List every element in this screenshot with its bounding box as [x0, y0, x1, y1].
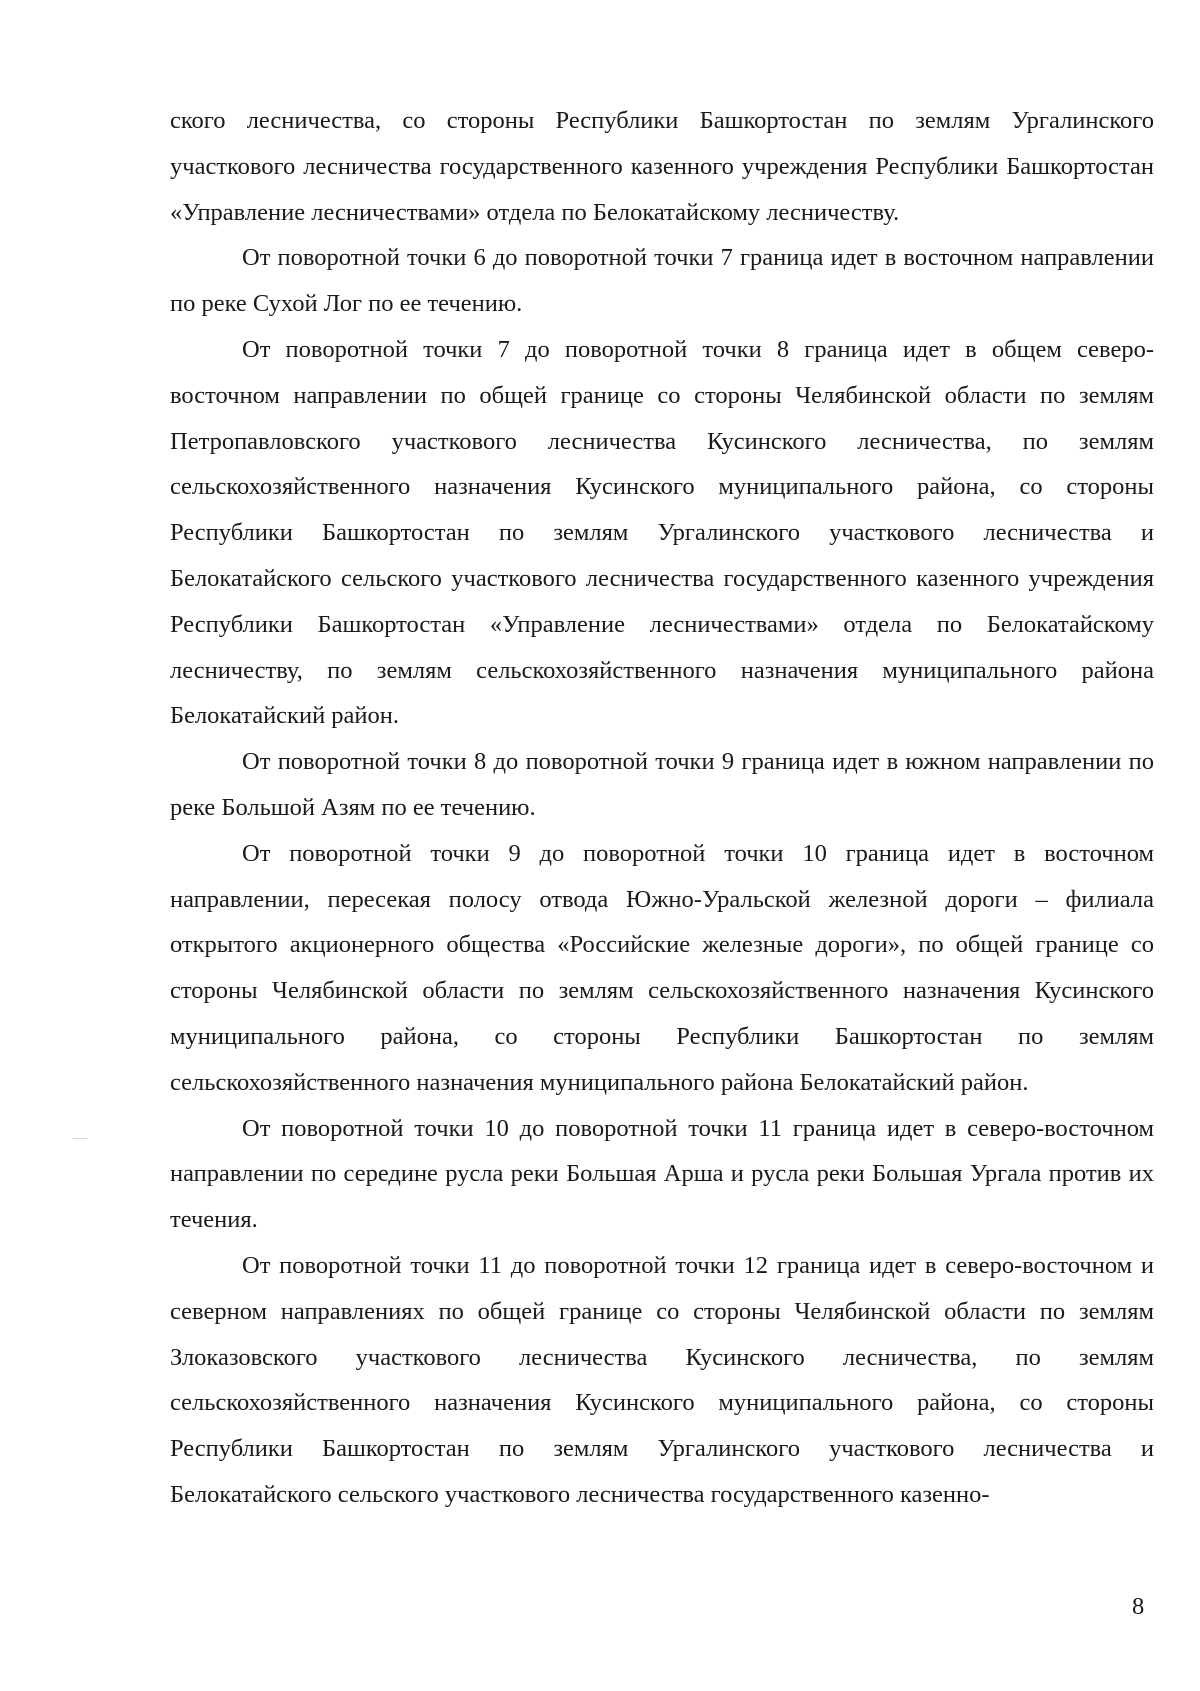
paragraph-7: От поворотной точки 11 до поворотной точки 12 граница идет в северо-восточном и северном направлениях по общей границе со стороны Челябинской области по землям Злоказовского участкового лесничества Кусинского лесничества, по землям сельскохозяйственного назначения Кусинского муниципального района, со стороны Республики Башкортостан по землям Ургалинского участкового лесничества и Белокатайского сельского участкового лесничества государственного казенно- — [170, 1251, 1154, 1508]
scan-artifact — [73, 1138, 87, 1139]
paragraph-1: ского лесничества, со стороны Республики Башкортостан по землям Ургалинского участкового лесничества государственного казенного учреждения Республики Башкортостан «Управление лесничествами» отдела по Белокатайскому лесничеству. — [170, 107, 1154, 226]
page-number: 8 — [1132, 1593, 1145, 1620]
paragraph-4: От поворотной точки 8 до поворотной точки 9 граница идет в южном направлении по реке Большой Азям по ее течению. — [170, 748, 1154, 821]
paragraph-3: От поворотной точки 7 до поворотной точки 8 граница идет в общем северо-восточном направлении по общей границе со стороны Челябинской области по землям Петропавловского участкового лесничества Кусинского лесничества, по землям сельскохозяйственного назначения Кусинского муниципального района, со стороны Республики Башкортостан по землям Ургалинского участкового лесничества и Белокатайского сельского участкового лесничества государственного казенного учреждения Республики Башкортостан «Управление лесничествами» отдела по Белокатайскому лесничеству, по землям сельскохозяйственного назначения муниципального района Белокатайский район. — [170, 335, 1154, 730]
paragraph-2: От поворотной точки 6 до поворотной точки 7 граница идет в восточном направлении по реке Сухой Лог по ее течению. — [170, 244, 1154, 318]
paragraph-6: От поворотной точки 10 до поворотной точки 11 граница идет в северо-восточном направлении по середине русла реки Большая Арша и русла реки Большая Ургала против их течения. — [170, 1114, 1154, 1234]
document-body — [170, 98, 1154, 1518]
paragraph-5: От поворотной точки 9 до поворотной точки 10 граница идет в восточном направлении, пересекая полосу отвода Южно-Уральской железной дороги – филиала открытого акционерного общества «Российские железные дороги», по общей границе со стороны Челябинской области по землям сельскохозяйственного назначения Кусинского муниципального района, со стороны Республики Башкортостан по землям сельскохозяйственного назначения муниципального района Белокатайский район. — [170, 839, 1154, 1096]
